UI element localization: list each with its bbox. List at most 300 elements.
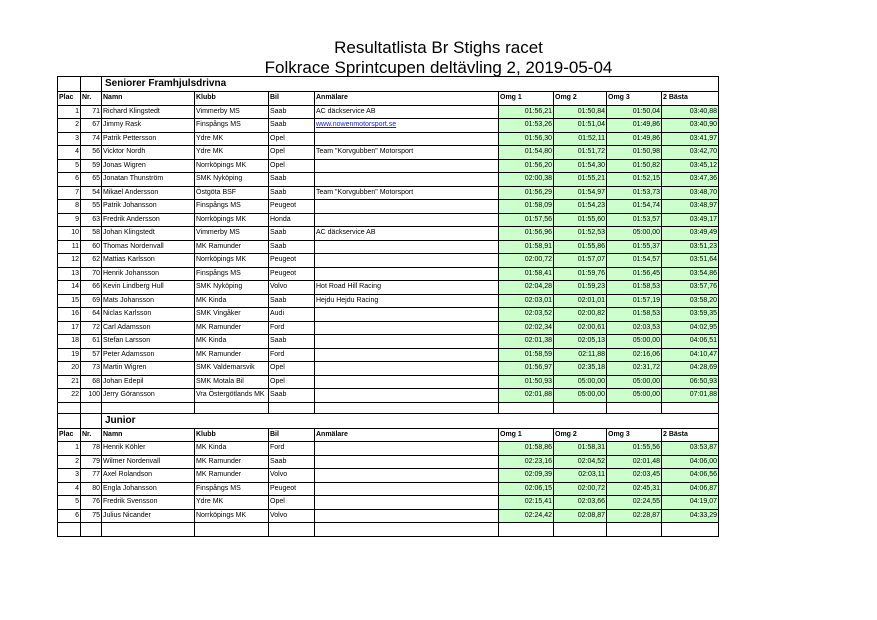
- table-cell: Norrköpings MK: [195, 159, 269, 173]
- table-cell: 01:50,04: [607, 105, 662, 119]
- empty-cell: [607, 402, 662, 413]
- table-row: [58, 159, 719, 173]
- table-row: [58, 496, 719, 510]
- empty-cell: [81, 77, 102, 92]
- table-cell: 01:50,84: [554, 105, 607, 119]
- table-cell: Vra Östergötlands MK: [195, 389, 269, 403]
- table-cell: Saab: [269, 173, 315, 187]
- table-cell: [315, 509, 499, 523]
- table-cell: [315, 132, 499, 146]
- table-cell: AC däckservice AB: [315, 105, 499, 119]
- table-cell: Ydre MK: [195, 146, 269, 160]
- table-cell: 65: [81, 173, 102, 187]
- table-cell: Volvo: [269, 509, 315, 523]
- table-cell: Ford: [269, 321, 315, 335]
- table-cell: [315, 442, 499, 456]
- table-row: [58, 362, 719, 376]
- table-cell: 03:58,20: [662, 294, 719, 308]
- table-cell: 01:56,96: [499, 227, 554, 241]
- table-cell: 04:06,00: [662, 455, 719, 469]
- table-cell: 02:00,72: [499, 254, 554, 268]
- table-cell: 01:54,23: [554, 200, 607, 214]
- table-cell: 2: [58, 455, 81, 469]
- empty-cell: [499, 402, 554, 413]
- table-cell: Opel: [269, 159, 315, 173]
- table-cell: 03:45,12: [662, 159, 719, 173]
- table-cell: [315, 267, 499, 281]
- table-cell: Team "Korvgubben" Motorsport: [315, 146, 499, 160]
- page-subtitle: Folkrace Sprintcupen deltävling 2, 2019-05-04: [264, 58, 613, 77]
- table-cell: [315, 335, 499, 349]
- table-cell: 62: [81, 254, 102, 268]
- table-cell: 01:58,41: [499, 267, 554, 281]
- table-cell: 13: [58, 267, 81, 281]
- table-cell: SMK Nyköping: [195, 173, 269, 187]
- table-cell: 01:56,21: [499, 105, 554, 119]
- column-header: Bil: [269, 428, 315, 442]
- table-cell: Saab: [269, 389, 315, 403]
- table-cell: MK Kinda: [195, 335, 269, 349]
- table-cell: 01:56,97: [499, 362, 554, 376]
- table-cell: Hot Road Hill Racing: [315, 281, 499, 295]
- table-cell: MK Ramunder: [195, 240, 269, 254]
- table-cell: 01:56,29: [499, 186, 554, 200]
- table-cell: 03:57,76: [662, 281, 719, 295]
- table-cell: Hejdu Hejdu Racing: [315, 294, 499, 308]
- table-cell: MK Kinda: [195, 294, 269, 308]
- empty-cell: [58, 413, 81, 428]
- table-cell: Opel: [269, 132, 315, 146]
- table-cell: 9: [58, 213, 81, 227]
- table-cell: SMK Valdemarsvik: [195, 362, 269, 376]
- table-cell: 02:01,88: [499, 389, 554, 403]
- table-cell: 05:00,00: [554, 375, 607, 389]
- table-cell: Opel: [269, 146, 315, 160]
- table-cell: 73: [81, 362, 102, 376]
- results-table: [57, 76, 719, 537]
- table-cell: 67: [81, 119, 102, 133]
- column-header: Nr.: [81, 92, 102, 106]
- table-cell: 01:54,97: [554, 186, 607, 200]
- table-cell: Jonatan Thunström: [102, 173, 195, 187]
- table-cell: 01:59,23: [554, 281, 607, 295]
- table-cell: 03:53,87: [662, 442, 719, 456]
- table-cell: 14: [58, 281, 81, 295]
- table-cell: 15: [58, 294, 81, 308]
- column-header: Omg 2: [554, 428, 607, 442]
- table-cell: 02:00,82: [554, 308, 607, 322]
- table-cell: 04:06,56: [662, 469, 719, 483]
- table-cell: Mattias Karlsson: [102, 254, 195, 268]
- table-cell: 01:52,15: [607, 173, 662, 187]
- column-header: 2 Bästa: [662, 92, 719, 106]
- table-cell: 03:54,86: [662, 267, 719, 281]
- table-cell: Saab: [269, 240, 315, 254]
- table-cell: 02:11,88: [554, 348, 607, 362]
- table-cell: 01:59,76: [554, 267, 607, 281]
- table-cell: 01:50,93: [499, 375, 554, 389]
- table-cell: 03:42,70: [662, 146, 719, 160]
- table-cell: Carl Adamsson: [102, 321, 195, 335]
- table-cell: 03:59,35: [662, 308, 719, 322]
- table-cell: 68: [81, 375, 102, 389]
- table-cell: Ydre MK: [195, 132, 269, 146]
- table-cell: 03:40,88: [662, 105, 719, 119]
- table-cell: 01:56,20: [499, 159, 554, 173]
- table-cell: 20: [58, 362, 81, 376]
- table-cell: Henrik Köhler: [102, 442, 195, 456]
- table-cell: 01:58,53: [607, 308, 662, 322]
- section-header-row: [58, 413, 719, 428]
- table-cell: Östgöta BSF: [195, 186, 269, 200]
- column-header: Plac: [58, 428, 81, 442]
- table-cell: Opel: [269, 375, 315, 389]
- table-row: [58, 389, 719, 403]
- table-cell: 3: [58, 132, 81, 146]
- table-cell: Henrik Johansson: [102, 267, 195, 281]
- table-cell: Opel: [269, 362, 315, 376]
- table-cell: 02:28,87: [607, 509, 662, 523]
- table-cell: Norrköpings MK: [195, 509, 269, 523]
- table-cell: 02:05,13: [554, 335, 607, 349]
- table-cell: Peugeot: [269, 254, 315, 268]
- table-cell: 5: [58, 496, 81, 510]
- table-cell: 02:03,01: [499, 294, 554, 308]
- table-cell: Honda: [269, 213, 315, 227]
- column-header: Omg 1: [499, 428, 554, 442]
- table-cell: [315, 496, 499, 510]
- table-cell: 01:54,57: [607, 254, 662, 268]
- table-cell: Fredrik Andersson: [102, 213, 195, 227]
- table-cell: Stefan Larsson: [102, 335, 195, 349]
- table-cell: 76: [81, 496, 102, 510]
- table-cell: AC däckservice AB: [315, 227, 499, 241]
- empty-cell: [81, 402, 102, 413]
- table-cell: 06:50,93: [662, 375, 719, 389]
- table-cell: Patrik Johansson: [102, 200, 195, 214]
- table-cell: 80: [81, 482, 102, 496]
- table-cell: 02:02,34: [499, 321, 554, 335]
- table-row: [58, 442, 719, 456]
- table-cell: 01:58,53: [607, 281, 662, 295]
- table-cell: 1: [58, 442, 81, 456]
- table-cell: Axel Rolandson: [102, 469, 195, 483]
- table-cell: [315, 482, 499, 496]
- table-cell: Saab: [269, 227, 315, 241]
- spacer-row: [58, 402, 719, 413]
- table-cell: Saab: [269, 294, 315, 308]
- table-cell: 01:50,98: [607, 146, 662, 160]
- table-cell: 02:00,38: [499, 173, 554, 187]
- table-cell: 01:54,30: [554, 159, 607, 173]
- table-cell: 02:31,72: [607, 362, 662, 376]
- table-cell: 2: [58, 119, 81, 133]
- table-row: [58, 335, 719, 349]
- table-cell: 1: [58, 105, 81, 119]
- table-cell: 01:57,07: [554, 254, 607, 268]
- empty-cell: [102, 402, 195, 413]
- table-cell: 05:00,00: [607, 227, 662, 241]
- table-cell: MK Ramunder: [195, 455, 269, 469]
- table-cell: 05:00,00: [607, 375, 662, 389]
- table-cell: 04:33,29: [662, 509, 719, 523]
- column-header: Bil: [269, 92, 315, 106]
- table-cell: MK Ramunder: [195, 469, 269, 483]
- table-cell: Peugeot: [269, 267, 315, 281]
- table-cell: Finspångs MS: [195, 482, 269, 496]
- empty-cell: [315, 402, 499, 413]
- table-cell: Jerry Göransson: [102, 389, 195, 403]
- table-cell: Vicktor Nordh: [102, 146, 195, 160]
- column-header: Klubb: [195, 92, 269, 106]
- table-cell: 01:49,86: [607, 119, 662, 133]
- column-header-row: [58, 92, 719, 106]
- table-cell: SMK Motala Bil: [195, 375, 269, 389]
- table-cell: 01:58,09: [499, 200, 554, 214]
- table-cell: [315, 389, 499, 403]
- empty-cell: [269, 523, 315, 537]
- column-header: Klubb: [195, 428, 269, 442]
- table-cell: Ford: [269, 348, 315, 362]
- table-cell: 02:00,72: [554, 482, 607, 496]
- table-cell: 74: [81, 132, 102, 146]
- table-cell: 64: [81, 308, 102, 322]
- table-cell: Mikael Andersson: [102, 186, 195, 200]
- table-cell: 6: [58, 509, 81, 523]
- table-cell: 02:03,11: [554, 469, 607, 483]
- table-row: [58, 200, 719, 214]
- table-row: [58, 146, 719, 160]
- table-cell: 01:55,37: [607, 240, 662, 254]
- table-row: [58, 119, 719, 133]
- table-cell: 55: [81, 200, 102, 214]
- table-cell: Norrköpings MK: [195, 213, 269, 227]
- table-cell: 02:24,42: [499, 509, 554, 523]
- empty-cell: [554, 402, 607, 413]
- table-cell: MK Ramunder: [195, 321, 269, 335]
- table-cell: 8: [58, 200, 81, 214]
- table-cell: [315, 321, 499, 335]
- table-cell: 5: [58, 159, 81, 173]
- table-cell: 01:53,73: [607, 186, 662, 200]
- table-cell: 05:00,00: [607, 335, 662, 349]
- table-cell: Julius Nicander: [102, 509, 195, 523]
- table-cell: MK Ramunder: [195, 348, 269, 362]
- column-header: Nr.: [81, 428, 102, 442]
- column-header: Anmälare: [315, 428, 499, 442]
- table-cell: 02:03,45: [607, 469, 662, 483]
- table-cell: 4: [58, 482, 81, 496]
- empty-cell: [58, 77, 81, 92]
- table-cell: Finspångs MS: [195, 200, 269, 214]
- table-cell: [315, 254, 499, 268]
- page-title: Resultatlista Br Stighs racet: [334, 38, 543, 57]
- table-cell: 57: [81, 348, 102, 362]
- table-cell: 02:01,48: [607, 455, 662, 469]
- table-row: [58, 482, 719, 496]
- table-cell: Richard Klingstedt: [102, 105, 195, 119]
- table-cell: 02:45,31: [607, 482, 662, 496]
- sponsor-link[interactable]: www.nowenmotorsport.se: [316, 121, 397, 129]
- table-cell: Martin Wigren: [102, 362, 195, 376]
- table-cell: 02:35,18: [554, 362, 607, 376]
- table-cell: Opel: [269, 496, 315, 510]
- table-cell: [315, 119, 499, 133]
- table-cell: 05:00,00: [554, 389, 607, 403]
- table-cell: 01:52,53: [554, 227, 607, 241]
- table-cell: 03:49,17: [662, 213, 719, 227]
- table-cell: 03:48,70: [662, 186, 719, 200]
- empty-cell: [81, 523, 102, 537]
- table-cell: Jimmy Rask: [102, 119, 195, 133]
- table-cell: 17: [58, 321, 81, 335]
- table-cell: Saab: [269, 105, 315, 119]
- table-cell: 02:03,66: [554, 496, 607, 510]
- table-cell: Saab: [269, 335, 315, 349]
- table-cell: Ford: [269, 442, 315, 456]
- empty-cell: [58, 523, 81, 537]
- table-cell: 01:57,19: [607, 294, 662, 308]
- table-cell: Kevin Lindberg Hull: [102, 281, 195, 295]
- table-cell: 03:41,97: [662, 132, 719, 146]
- table-row: [58, 227, 719, 241]
- column-header: Plac: [58, 92, 81, 106]
- table-cell: 03:40,90: [662, 119, 719, 133]
- table-cell: Fredrik Svensson: [102, 496, 195, 510]
- table-cell: 21: [58, 375, 81, 389]
- table-cell: 63: [81, 213, 102, 227]
- table-cell: 02:01,38: [499, 335, 554, 349]
- table-row: [58, 509, 719, 523]
- table-cell: 01:55,21: [554, 173, 607, 187]
- column-header: Namn: [102, 428, 195, 442]
- table-cell: 03:49,49: [662, 227, 719, 241]
- table-cell: [315, 308, 499, 322]
- table-cell: 01:55,56: [607, 442, 662, 456]
- table-cell: Jonas Wigren: [102, 159, 195, 173]
- table-cell: 02:03,53: [607, 321, 662, 335]
- table-cell: [315, 348, 499, 362]
- table-cell: 72: [81, 321, 102, 335]
- column-header: Omg 2: [554, 92, 607, 106]
- column-header: Namn: [102, 92, 195, 106]
- table-cell: 01:53,26: [499, 119, 554, 133]
- table-cell: Niclas Karlsson: [102, 308, 195, 322]
- table-cell: Vimmerby MS: [195, 105, 269, 119]
- table-cell: Finspångs MS: [195, 267, 269, 281]
- empty-cell: [662, 523, 719, 537]
- table-cell: SMK Vingåker: [195, 308, 269, 322]
- table-cell: 66: [81, 281, 102, 295]
- empty-cell: [607, 523, 662, 537]
- table-cell: 01:58,59: [499, 348, 554, 362]
- table-cell: Thomas Nordenvall: [102, 240, 195, 254]
- column-header: Omg 3: [607, 428, 662, 442]
- table-cell: 02:24,55: [607, 496, 662, 510]
- table-cell: 18: [58, 335, 81, 349]
- table-cell: 04:06,87: [662, 482, 719, 496]
- table-cell: 02:00,61: [554, 321, 607, 335]
- table-cell: 07:01,88: [662, 389, 719, 403]
- section-title: Seniorer Framhjulsdrivna: [102, 77, 719, 92]
- table-row: [58, 254, 719, 268]
- empty-cell: [81, 413, 102, 428]
- table-row: [58, 213, 719, 227]
- table-cell: 54: [81, 186, 102, 200]
- empty-cell: [195, 402, 269, 413]
- column-header: Omg 1: [499, 92, 554, 106]
- table-cell: 11: [58, 240, 81, 254]
- table-cell: 3: [58, 469, 81, 483]
- table-row: [58, 267, 719, 281]
- table-cell: 01:58,91: [499, 240, 554, 254]
- table-cell: 01:51,72: [554, 146, 607, 160]
- table-cell: 7: [58, 186, 81, 200]
- column-header: Omg 3: [607, 92, 662, 106]
- table-cell: 01:54,80: [499, 146, 554, 160]
- table-cell: 19: [58, 348, 81, 362]
- column-header: 2 Bästa: [662, 428, 719, 442]
- table-row: [58, 308, 719, 322]
- table-cell: Volvo: [269, 281, 315, 295]
- table-cell: [315, 362, 499, 376]
- table-cell: 12: [58, 254, 81, 268]
- table-cell: 01:51,04: [554, 119, 607, 133]
- table-cell: [315, 240, 499, 254]
- table-cell: [315, 375, 499, 389]
- table-cell: [315, 173, 499, 187]
- table-cell: Vimmerby MS: [195, 227, 269, 241]
- table-row: [58, 186, 719, 200]
- table-cell: 02:23,16: [499, 455, 554, 469]
- table-cell: 02:09,39: [499, 469, 554, 483]
- table-cell: Mats Johansson: [102, 294, 195, 308]
- table-cell: Engla Johansson: [102, 482, 195, 496]
- column-header-row: [58, 428, 719, 442]
- table-cell: 03:51,64: [662, 254, 719, 268]
- table-cell: Johan Klingstedt: [102, 227, 195, 241]
- table-row: [58, 455, 719, 469]
- empty-cell: [554, 523, 607, 537]
- table-cell: 61: [81, 335, 102, 349]
- table-cell: Patrik Pettersson: [102, 132, 195, 146]
- table-cell: 01:49,86: [607, 132, 662, 146]
- table-row: [58, 469, 719, 483]
- table-cell: 10: [58, 227, 81, 241]
- table-cell: 01:52,11: [554, 132, 607, 146]
- table-cell: Johan Edepil: [102, 375, 195, 389]
- table-cell: 02:03,52: [499, 308, 554, 322]
- table-cell: 78: [81, 442, 102, 456]
- table-row: [58, 375, 719, 389]
- table-cell: 04:10,47: [662, 348, 719, 362]
- table-row: [58, 240, 719, 254]
- table-cell: MK Kinda: [195, 442, 269, 456]
- table-cell: 69: [81, 294, 102, 308]
- table-cell: Saab: [269, 119, 315, 133]
- table-cell: 58: [81, 227, 102, 241]
- empty-cell: [499, 523, 554, 537]
- table-cell: Wilmer Nordenvall: [102, 455, 195, 469]
- table-cell: 100: [81, 389, 102, 403]
- table-row: [58, 294, 719, 308]
- table-cell: 03:48,97: [662, 200, 719, 214]
- table-row: [58, 321, 719, 335]
- table-cell: 03:51,23: [662, 240, 719, 254]
- table-cell: [315, 159, 499, 173]
- table-cell: Finspångs MS: [195, 119, 269, 133]
- empty-cell: [102, 523, 195, 537]
